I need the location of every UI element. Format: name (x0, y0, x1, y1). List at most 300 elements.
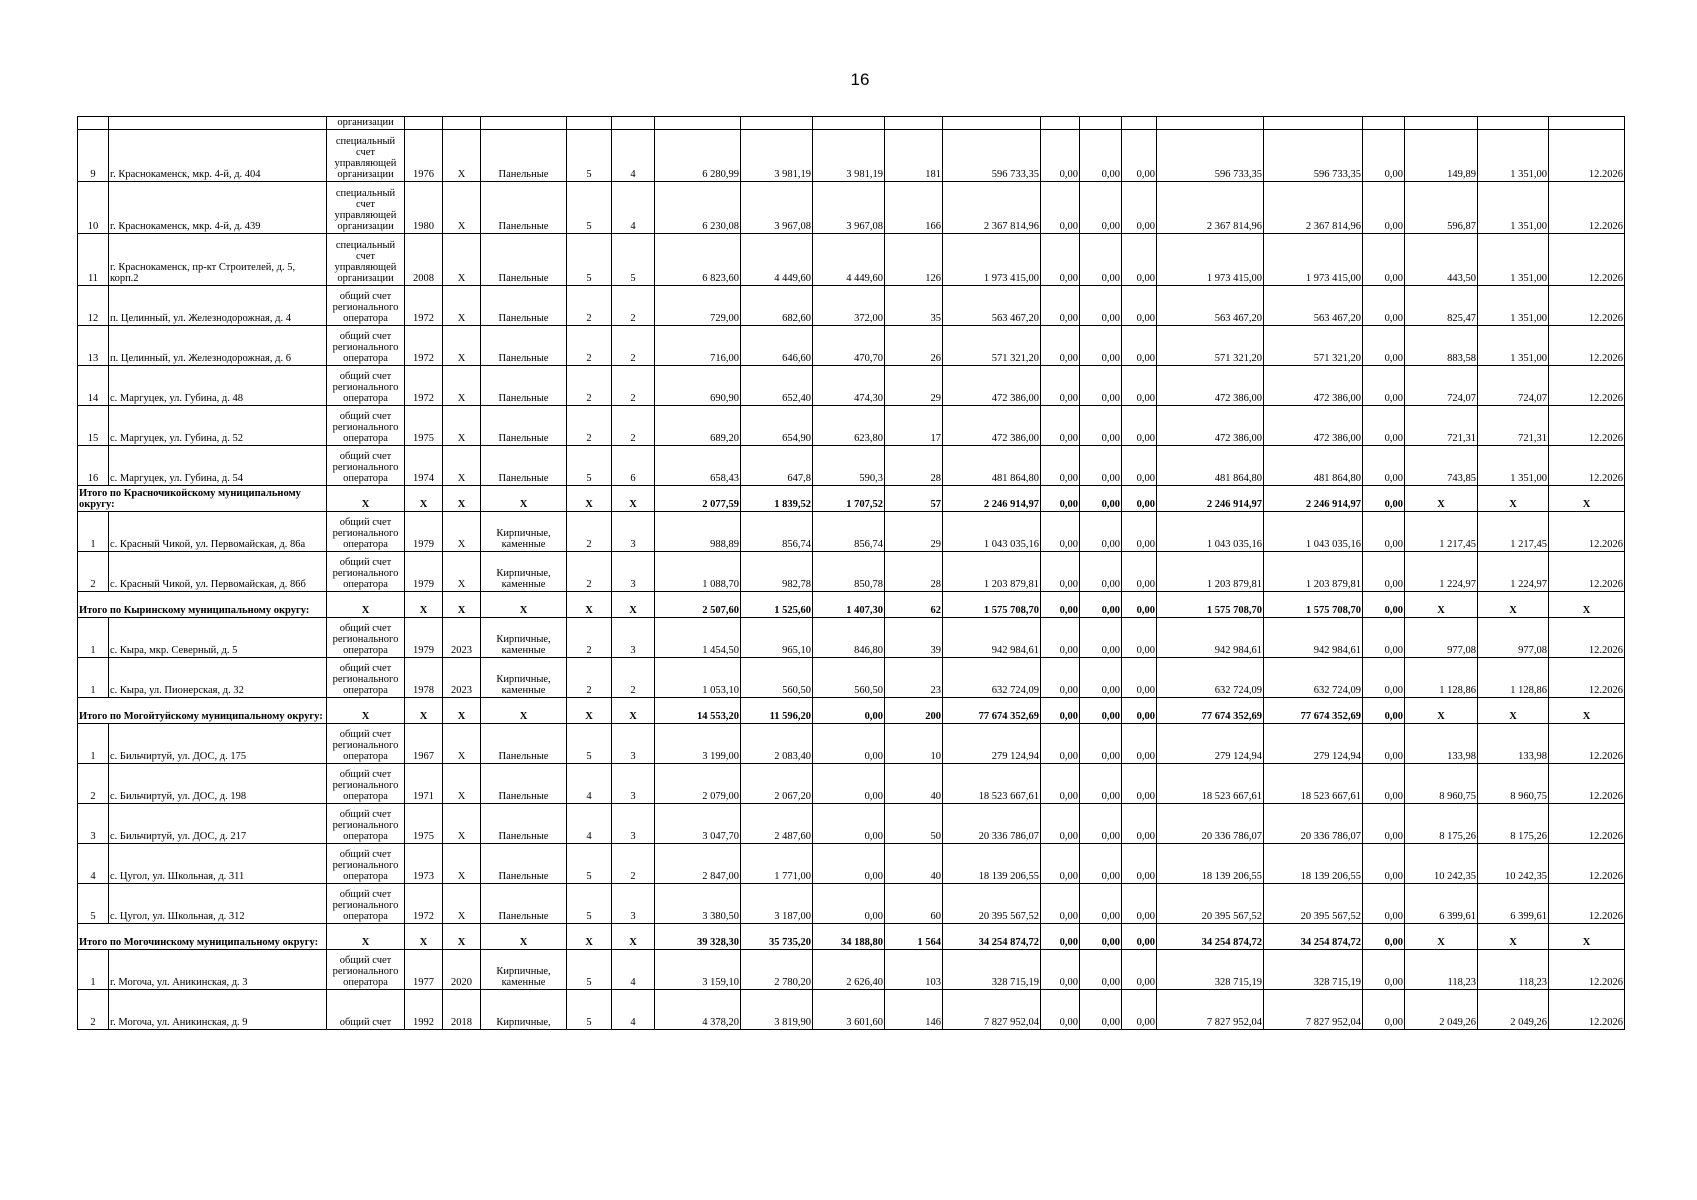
cell-extra: 0,00 (1363, 326, 1405, 366)
cell-year-cap: Х (443, 724, 481, 764)
cell-entrances: 3 (612, 552, 655, 592)
table-row (78, 724, 1625, 764)
cell-entrances: 2 (612, 326, 655, 366)
cell-floors: Х (567, 924, 612, 950)
cell-fund-federal: 0,00 (1041, 618, 1080, 658)
cell-max-cost: 8 960,75 (1478, 764, 1549, 804)
table-row (78, 182, 1625, 234)
table-row (78, 286, 1625, 326)
cell-residents: 60 (885, 884, 943, 924)
cell-fund-federal: 0,00 (1041, 286, 1080, 326)
cell-address: с. Красный Чикой, ул. Первомайская, д. 86а (109, 512, 327, 552)
cell-fund-regional: 0,00 (1080, 698, 1122, 724)
cell-entrances: 5 (612, 234, 655, 286)
cell-fund-owners: 942 984,61 (1157, 618, 1264, 658)
total-row (78, 592, 1625, 618)
cell-walls: Панельные (481, 724, 567, 764)
cell-floors: Х (567, 486, 612, 512)
cell-n: 14 (78, 366, 109, 406)
cell-area-living: 560,50 (741, 658, 813, 698)
cell-year-cap: Х (443, 406, 481, 446)
cell-deadline: 12.2026 (1549, 884, 1625, 924)
cell-area-living: 2 067,20 (741, 764, 813, 804)
cell-year-built: 1971 (405, 764, 443, 804)
cell-entrances: 4 (612, 182, 655, 234)
cell-cost-total: 328 715,19 (943, 950, 1041, 990)
cell-walls: Панельные (481, 406, 567, 446)
cell-area-living: 1 771,00 (741, 844, 813, 884)
cell-max-cost: 977,08 (1478, 618, 1549, 658)
cell-address: с. Маргуцек, ул. Губина, д. 54 (109, 446, 327, 486)
cell-year-built: 1972 (405, 884, 443, 924)
cell-entrances: Х (612, 486, 655, 512)
cell-cost-per-unit: 20 336 786,07 (1264, 804, 1363, 844)
cell-max-cost: Х (1478, 486, 1549, 512)
cell-fund-local: 0,00 (1122, 552, 1157, 592)
cell-spec-cost: 2 049,26 (1405, 990, 1478, 1030)
cell-year-cap: Х (443, 130, 481, 182)
cell-fund-owners: 20 395 567,52 (1157, 884, 1264, 924)
cell-spec-cost: 883,58 (1405, 326, 1478, 366)
cell-area-owned: 474,30 (813, 366, 885, 406)
cell-fund-federal: 0,00 (1041, 406, 1080, 446)
cell-deadline: 12.2026 (1549, 618, 1625, 658)
cell-area-total: 1 088,70 (655, 552, 741, 592)
cell-extra: 0,00 (1363, 486, 1405, 512)
cell-area-living: 3 187,00 (741, 884, 813, 924)
cell-deadline: 12.2026 (1549, 844, 1625, 884)
cell-n: 2 (78, 552, 109, 592)
cell-year-cap: Х (443, 764, 481, 804)
cell-max-cost: 1 224,97 (1478, 552, 1549, 592)
cell-fund-local: 0,00 (1122, 884, 1157, 924)
cell-year-cap: Х (443, 592, 481, 618)
table-row (78, 326, 1625, 366)
cell-area-total (655, 117, 741, 130)
cell-residents: 10 (885, 724, 943, 764)
cell-area-total: 39 328,30 (655, 924, 741, 950)
cell-deadline: 12.2026 (1549, 326, 1625, 366)
cell-extra: 0,00 (1363, 182, 1405, 234)
cell-floors (567, 117, 612, 130)
table-row (78, 512, 1625, 552)
cell-fund-owners: 34 254 874,72 (1157, 924, 1264, 950)
cell-extra: 0,00 (1363, 446, 1405, 486)
cell-floors: 2 (567, 286, 612, 326)
cell-deadline: 12.2026 (1549, 286, 1625, 326)
cell-max-cost: 1 217,45 (1478, 512, 1549, 552)
cell-area-owned: 846,80 (813, 618, 885, 658)
cell-fund-regional: 0,00 (1080, 326, 1122, 366)
cell-fund-owners: 2 367 814,96 (1157, 182, 1264, 234)
cell-account: общий счет регионального оператора (327, 326, 405, 366)
cell-max-cost: 10 242,35 (1478, 844, 1549, 884)
cell-max-cost: 1 351,00 (1478, 446, 1549, 486)
cell-fund-regional: 0,00 (1080, 804, 1122, 844)
cell-entrances: 4 (612, 990, 655, 1030)
cell-residents: 26 (885, 326, 943, 366)
cell-address: с. Маргуцек, ул. Губина, д. 48 (109, 366, 327, 406)
cell-n: 2 (78, 990, 109, 1030)
cell-cost-total: 2 367 814,96 (943, 182, 1041, 234)
cell-year-built: 1980 (405, 182, 443, 234)
cell-extra: 0,00 (1363, 552, 1405, 592)
cell-residents: 40 (885, 764, 943, 804)
cell-extra: 0,00 (1363, 512, 1405, 552)
cell-entrances: 3 (612, 724, 655, 764)
cell-account: Х (327, 592, 405, 618)
cell-year-cap: Х (443, 884, 481, 924)
table-row (78, 552, 1625, 592)
cell-area-living: 682,60 (741, 286, 813, 326)
cell-account: специальный счет управляющей организации (327, 130, 405, 182)
cell-extra: 0,00 (1363, 950, 1405, 990)
cell-floors: 5 (567, 724, 612, 764)
cell-deadline: 12.2026 (1549, 804, 1625, 844)
cell-floors: 5 (567, 446, 612, 486)
cell-extra (1363, 117, 1405, 130)
cell-n: 5 (78, 884, 109, 924)
cell-walls: Кирпичные, каменные (481, 618, 567, 658)
cell-walls: Х (481, 592, 567, 618)
cell-area-owned: 34 188,80 (813, 924, 885, 950)
cell-spec-cost: Х (1405, 592, 1478, 618)
cell-floors: 5 (567, 234, 612, 286)
cell-account: организации (327, 117, 405, 130)
total-row (78, 924, 1625, 950)
cell-area-living: 646,60 (741, 326, 813, 366)
cell-walls (481, 117, 567, 130)
cell-cost-per-unit: 563 467,20 (1264, 286, 1363, 326)
cell-cost-total: 279 124,94 (943, 724, 1041, 764)
cell-fund-federal: 0,00 (1041, 924, 1080, 950)
cell-account: общий счет регионального оператора (327, 724, 405, 764)
cell-fund-local: 0,00 (1122, 698, 1157, 724)
cell-fund-owners: 571 321,20 (1157, 326, 1264, 366)
cell-walls: Панельные (481, 286, 567, 326)
capital-repair-table-wrap (77, 116, 1624, 1030)
cell-fund-federal: 0,00 (1041, 326, 1080, 366)
cell-walls: Кирпичные, каменные (481, 512, 567, 552)
cell-entrances (612, 117, 655, 130)
cell-walls: Панельные (481, 182, 567, 234)
cell-cost-per-unit: 2 367 814,96 (1264, 182, 1363, 234)
cell-account: общий счет регионального оператора (327, 286, 405, 326)
cell-year-built: 1972 (405, 366, 443, 406)
cell-address: с. Цугол, ул. Школьная, д. 312 (109, 884, 327, 924)
cell-extra: 0,00 (1363, 724, 1405, 764)
cell-address: с. Бильчиртуй, ул. ДОС, д. 217 (109, 804, 327, 844)
cell-area-living: 654,90 (741, 406, 813, 446)
cell-year-cap: Х (443, 326, 481, 366)
total-label: Итого по Красночикойскому муниципальному округу: (78, 486, 327, 512)
cell-deadline (1549, 117, 1625, 130)
cell-fund-owners: 563 467,20 (1157, 286, 1264, 326)
cell-account: общий счет регионального оператора (327, 884, 405, 924)
cell-max-cost: 1 351,00 (1478, 182, 1549, 234)
cell-area-owned: 850,78 (813, 552, 885, 592)
cell-fund-regional: 0,00 (1080, 764, 1122, 804)
cell-year-cap: Х (443, 486, 481, 512)
cell-fund-owners: 632 724,09 (1157, 658, 1264, 698)
cell-fund-regional: 0,00 (1080, 884, 1122, 924)
cell-year-built: 1975 (405, 406, 443, 446)
table-body (78, 117, 1625, 1030)
cell-area-total: 2 847,00 (655, 844, 741, 884)
cell-spec-cost: 724,07 (1405, 366, 1478, 406)
cell-fund-local: 0,00 (1122, 406, 1157, 446)
cell-cost-total: 18 139 206,55 (943, 844, 1041, 884)
cell-max-cost (1478, 117, 1549, 130)
cell-extra: 0,00 (1363, 990, 1405, 1030)
cell-cost-per-unit: 571 321,20 (1264, 326, 1363, 366)
cell-fund-owners: 1 575 708,70 (1157, 592, 1264, 618)
cell-year-built: 1992 (405, 990, 443, 1030)
total-label: Итого по Кыринскому муниципальному округу: (78, 592, 327, 618)
cell-entrances: 4 (612, 950, 655, 990)
cell-walls: Х (481, 698, 567, 724)
cell-area-living: 1 525,60 (741, 592, 813, 618)
cell-address: г. Краснокаменск, мкр. 4-й, д. 404 (109, 130, 327, 182)
cell-residents: 39 (885, 618, 943, 658)
cell-fund-federal: 0,00 (1041, 950, 1080, 990)
cell-floors: 2 (567, 512, 612, 552)
cell-area-total: 716,00 (655, 326, 741, 366)
cell-area-living: 647,8 (741, 446, 813, 486)
cell-fund-owners: 7 827 952,04 (1157, 990, 1264, 1030)
cell-fund-regional: 0,00 (1080, 512, 1122, 552)
cell-cost-total: 1 203 879,81 (943, 552, 1041, 592)
cell-n: 9 (78, 130, 109, 182)
cell-cost-per-unit (1264, 117, 1363, 130)
table-row (78, 884, 1625, 924)
cell-fund-regional: 0,00 (1080, 182, 1122, 234)
cell-max-cost: Х (1478, 698, 1549, 724)
cell-area-living: 35 735,20 (741, 924, 813, 950)
cell-area-living: 11 596,20 (741, 698, 813, 724)
cell-max-cost: 2 049,26 (1478, 990, 1549, 1030)
cell-year-built: 1977 (405, 950, 443, 990)
cell-cost-total: 2 246 914,97 (943, 486, 1041, 512)
cell-area-owned: 2 626,40 (813, 950, 885, 990)
cell-deadline: 12.2026 (1549, 406, 1625, 446)
cell-area-living: 1 839,52 (741, 486, 813, 512)
cell-floors: 2 (567, 326, 612, 366)
cell-extra: 0,00 (1363, 130, 1405, 182)
cell-year-built: 1979 (405, 618, 443, 658)
cell-residents: 1 564 (885, 924, 943, 950)
cell-year-cap: 2023 (443, 658, 481, 698)
table-row (78, 446, 1625, 486)
cell-address: с. Бильчиртуй, ул. ДОС, д. 175 (109, 724, 327, 764)
cell-year-built: 1973 (405, 844, 443, 884)
cell-fund-local: 0,00 (1122, 618, 1157, 658)
cell-year-cap: 2023 (443, 618, 481, 658)
cell-spec-cost: 443,50 (1405, 234, 1478, 286)
cell-year-cap: Х (443, 804, 481, 844)
cell-area-living: 2 083,40 (741, 724, 813, 764)
cell-area-living (741, 117, 813, 130)
cell-fund-federal: 0,00 (1041, 698, 1080, 724)
cell-entrances: 3 (612, 618, 655, 658)
cell-area-total: 729,00 (655, 286, 741, 326)
cell-address: г. Могоча, ул. Аникинская, д. 3 (109, 950, 327, 990)
cell-spec-cost: Х (1405, 486, 1478, 512)
cell-area-total: 3 380,50 (655, 884, 741, 924)
cell-address: с. Красный Чикой, ул. Первомайская, д. 86б (109, 552, 327, 592)
cell-address: с. Кыра, ул. Пионерская, д. 32 (109, 658, 327, 698)
table-row (78, 990, 1625, 1030)
cell-spec-cost: 149,89 (1405, 130, 1478, 182)
cell-year-built: 1975 (405, 804, 443, 844)
cell-n: 1 (78, 658, 109, 698)
cell-entrances: 3 (612, 804, 655, 844)
cell-area-total: 1 454,50 (655, 618, 741, 658)
cell-cost-per-unit: 632 724,09 (1264, 658, 1363, 698)
cell-max-cost: 1 128,86 (1478, 658, 1549, 698)
cell-year-built (405, 117, 443, 130)
cell-cost-per-unit: 1 575 708,70 (1264, 592, 1363, 618)
cell-fund-regional: 0,00 (1080, 486, 1122, 512)
cell-fund-regional: 0,00 (1080, 924, 1122, 950)
cell-area-total: 658,43 (655, 446, 741, 486)
cell-year-built: 1972 (405, 326, 443, 366)
cell-spec-cost (1405, 117, 1478, 130)
cell-account: общий счет регионального оператора (327, 764, 405, 804)
cell-fund-federal: 0,00 (1041, 844, 1080, 884)
cell-cost-total: 481 864,80 (943, 446, 1041, 486)
cell-fund-regional: 0,00 (1080, 234, 1122, 286)
cell-cost-per-unit: 2 246 914,97 (1264, 486, 1363, 512)
cell-cost-total: 34 254 874,72 (943, 924, 1041, 950)
cell-fund-owners: 328 715,19 (1157, 950, 1264, 990)
cell-extra: 0,00 (1363, 406, 1405, 446)
cell-deadline: Х (1549, 592, 1625, 618)
cell-entrances: 6 (612, 446, 655, 486)
cell-address: г. Краснокаменск, пр-кт Строителей, д. 5, корп.2 (109, 234, 327, 286)
cell-residents: 29 (885, 366, 943, 406)
cell-fund-local: 0,00 (1122, 658, 1157, 698)
cell-extra: 0,00 (1363, 234, 1405, 286)
cell-deadline: 12.2026 (1549, 366, 1625, 406)
cell-fund-federal (1041, 117, 1080, 130)
cell-cost-per-unit: 596 733,35 (1264, 130, 1363, 182)
cell-fund-local (1122, 117, 1157, 130)
table-row (78, 844, 1625, 884)
cell-spec-cost: 8 960,75 (1405, 764, 1478, 804)
cell-area-owned: 0,00 (813, 844, 885, 884)
cell-fund-local: 0,00 (1122, 804, 1157, 844)
cell-walls: Кирпичные, каменные (481, 552, 567, 592)
cell-floors: 2 (567, 552, 612, 592)
cell-max-cost: 6 399,61 (1478, 884, 1549, 924)
cell-area-total: 4 378,20 (655, 990, 741, 1030)
cell-area-living: 3 819,90 (741, 990, 813, 1030)
cell-walls: Панельные (481, 764, 567, 804)
cell-fund-regional: 0,00 (1080, 950, 1122, 990)
cell-fund-federal: 0,00 (1041, 234, 1080, 286)
cell-fund-regional: 0,00 (1080, 552, 1122, 592)
cell-year-built: 1978 (405, 658, 443, 698)
cell-year-built: Х (405, 924, 443, 950)
cell-area-living: 3 981,19 (741, 130, 813, 182)
cell-extra: 0,00 (1363, 618, 1405, 658)
cell-fund-regional: 0,00 (1080, 130, 1122, 182)
cell-area-living: 965,10 (741, 618, 813, 658)
cell-walls: Панельные (481, 884, 567, 924)
cell-cost-per-unit: 34 254 874,72 (1264, 924, 1363, 950)
cell-cost-per-unit: 328 715,19 (1264, 950, 1363, 990)
cell-address: с. Маргуцек, ул. Губина, д. 52 (109, 406, 327, 446)
cell-area-living: 2 780,20 (741, 950, 813, 990)
cell-max-cost: 8 175,26 (1478, 804, 1549, 844)
cell-residents: 17 (885, 406, 943, 446)
cell-extra: 0,00 (1363, 804, 1405, 844)
cell-n (78, 117, 109, 130)
cell-account: специальный счет управляющей организации (327, 234, 405, 286)
cell-cost-per-unit: 1 043 035,16 (1264, 512, 1363, 552)
total-label: Итого по Могочинскому муниципальному округу: (78, 924, 327, 950)
cell-area-owned (813, 117, 885, 130)
cell-fund-local: 0,00 (1122, 512, 1157, 552)
cell-spec-cost: 133,98 (1405, 724, 1478, 764)
cell-walls: Панельные (481, 446, 567, 486)
cell-n: 1 (78, 950, 109, 990)
cell-address: г. Могоча, ул. Аникинская, д. 9 (109, 990, 327, 1030)
cell-year-built: 1979 (405, 512, 443, 552)
cell-area-owned: 0,00 (813, 764, 885, 804)
table-row (78, 804, 1625, 844)
cell-deadline: 12.2026 (1549, 950, 1625, 990)
cell-area-total: 3 199,00 (655, 724, 741, 764)
cell-fund-federal: 0,00 (1041, 804, 1080, 844)
cell-cost-total: 942 984,61 (943, 618, 1041, 658)
cell-extra: 0,00 (1363, 658, 1405, 698)
table-row (78, 658, 1625, 698)
cell-entrances: Х (612, 924, 655, 950)
cell-cost-per-unit: 77 674 352,69 (1264, 698, 1363, 724)
cell-floors: 2 (567, 658, 612, 698)
cell-residents (885, 117, 943, 130)
cell-year-cap (443, 117, 481, 130)
cell-fund-federal: 0,00 (1041, 446, 1080, 486)
cell-fund-local: 0,00 (1122, 130, 1157, 182)
cell-deadline: 12.2026 (1549, 724, 1625, 764)
table-row (78, 130, 1625, 182)
cell-fund-owners: 1 973 415,00 (1157, 234, 1264, 286)
cell-walls: Кирпичные, каменные (481, 950, 567, 990)
cell-walls: Кирпичные, (481, 990, 567, 1030)
cell-spec-cost: 1 224,97 (1405, 552, 1478, 592)
cell-account: общий счет регионального оператора (327, 406, 405, 446)
cell-n: 13 (78, 326, 109, 366)
cell-year-cap: 2020 (443, 950, 481, 990)
cell-spec-cost: 1 217,45 (1405, 512, 1478, 552)
total-label: Итого по Могойтуйскому муниципальному округу: (78, 698, 327, 724)
cell-fund-owners: 2 246 914,97 (1157, 486, 1264, 512)
cell-entrances: 2 (612, 366, 655, 406)
cell-year-built: 1974 (405, 446, 443, 486)
cell-walls: Панельные (481, 366, 567, 406)
cell-extra: 0,00 (1363, 844, 1405, 884)
cell-fund-federal: 0,00 (1041, 130, 1080, 182)
table-row (78, 950, 1625, 990)
cell-residents: 62 (885, 592, 943, 618)
cell-address: с. Кыра, мкр. Северный, д. 5 (109, 618, 327, 658)
cell-n: 12 (78, 286, 109, 326)
cell-max-cost: 724,07 (1478, 366, 1549, 406)
cell-year-built: Х (405, 698, 443, 724)
